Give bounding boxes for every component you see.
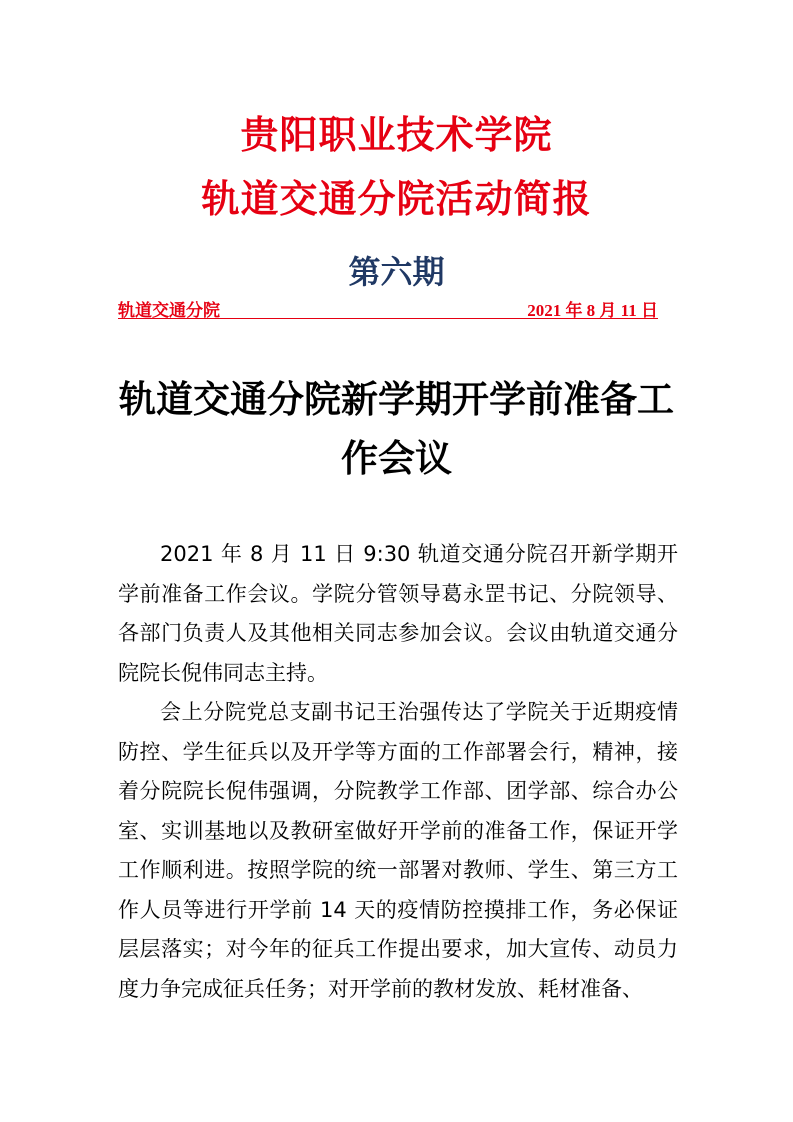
newsletter-school-title: 贵阳职业技术学院: [240, 113, 553, 157]
issue-number: 第六期: [348, 253, 445, 291]
publish-date: 2021 年 8 月 11 日: [527, 301, 658, 320]
newsletter-meta-row: [118, 296, 658, 319]
article-body: [118, 535, 678, 1009]
article-paragraph: 会上分院党总支副书记王治强传达了学院关于近期疫情防控、学生征兵以及开学等方面的工作部署会行，精神，接着分院院长倪伟强调，分院教学工作部、团学部、综合办公室、实训基地以及教研室做好开学前的准备工作，保证开学工作顺利进。按照学院的统一部署对教师、学生、第三方工作人员等进行开学前 14 天的疫情防控摸排工作，务必保证层层落实；对今年的征兵工作提出要求，加大宣传、动员力度力争完成征兵任务；对开学前的教材发放、耗材准备、: [118, 700, 678, 1001]
department-name: 轨道交通分院: [118, 301, 220, 320]
newsletter-title: 轨道交通分院活动简报: [201, 177, 592, 221]
article-headline: 轨道交通分院新学期开学前准备工作会议: [119, 378, 674, 480]
article-paragraph: 2021 年 8 月 11 日 9:30 轨道交通分院召开新学期开学前准备工作会议。学院分管领导葛永罡书记、分院领导、各部门负责人及其他相关同志参加会议。会议由轨道交通分院院长倪伟同志主持。: [118, 542, 678, 685]
